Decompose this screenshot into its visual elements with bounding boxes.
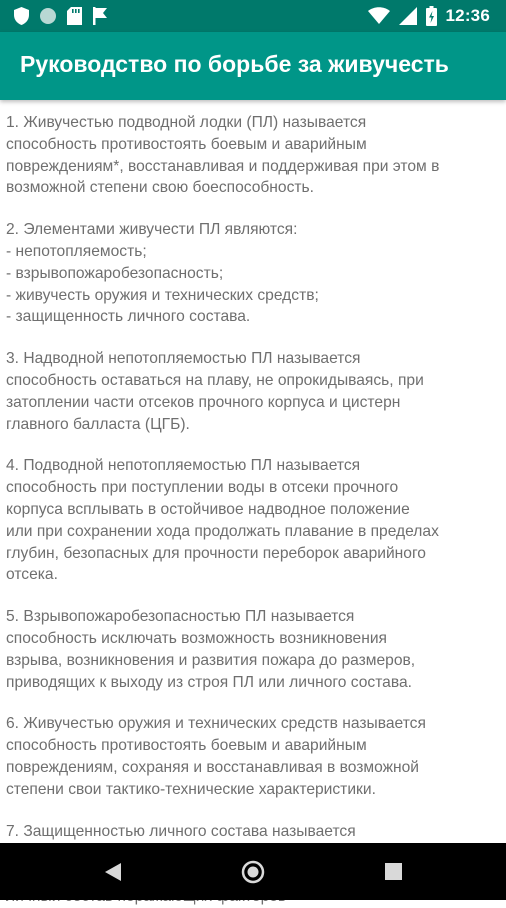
app-bar [0,32,506,100]
navigation-bar [0,843,506,900]
signal-icon [399,7,417,25]
home-icon [241,860,265,884]
status-notification-icons [14,6,108,26]
home-button[interactable] [213,843,293,900]
flag-icon [92,7,108,25]
circle-notification-icon [39,7,57,25]
paragraph-7: 7. Защищенностью личного состава называется [6,822,356,840]
back-icon [105,863,121,881]
status-system-icons [368,5,490,27]
paragraph-2: 2. Элементами живучести ПЛ являются: - непотопляемость; - взрывопожаробезопасность; - живучесть оружия и технических средств; - защищенность личного состава. [6,221,319,326]
battery-charging-icon [426,6,437,26]
status-bar [0,0,506,32]
scrollable-content[interactable] [0,100,506,843]
wifi-icon [368,7,390,25]
recents-button[interactable] [353,843,433,900]
sd-card-icon [67,7,82,25]
text-body [0,100,506,908]
paragraph-4: 4. Подводной непотопляемостью ПЛ называется способность при поступлении воды в отсеки прочного корпуса всплывать в остойчивое надводное положение или при сохранении хода продолжать плавание в пределах глубин, безопасных для прочности переборок аварийного отсека. [6,457,439,584]
paragraph-5: 5. Взрывопожаробезопасностью ПЛ называется способность исключать возможность возникновения взрыва, возникновения и развития пожара до размеров, приводящих к выходу из строя ПЛ или личного состава. [6,608,416,691]
status-time: 12:36 [445,6,490,25]
back-button[interactable] [73,843,153,900]
recents-icon [385,863,402,880]
paragraph-3: 3. Надводной непотопляемостью ПЛ называется способность оставаться на плаву, не опрокидываясь, при затоплении части отсеков прочного корпуса и цистерн главного балласта (ЦГБ). [6,350,424,433]
app-title: Руководство по борьбе за живучесть [20,51,449,77]
paragraph-1: 1. Живучестью подводной лодки (ПЛ) называется способность противостоять боевым и аварийным повреждениям*, восстанавливая и поддерживая при этом в возможной степени свою боеспособность. [6,114,440,197]
paragraph-6: 6. Живучестью оружия и технических средств называется способность противостоять боевым и аварийным повреждениям, сохраняя и восстанавливая в возможной степени свои тактико-технические характеристики. [6,715,426,798]
shield-icon [14,7,29,25]
